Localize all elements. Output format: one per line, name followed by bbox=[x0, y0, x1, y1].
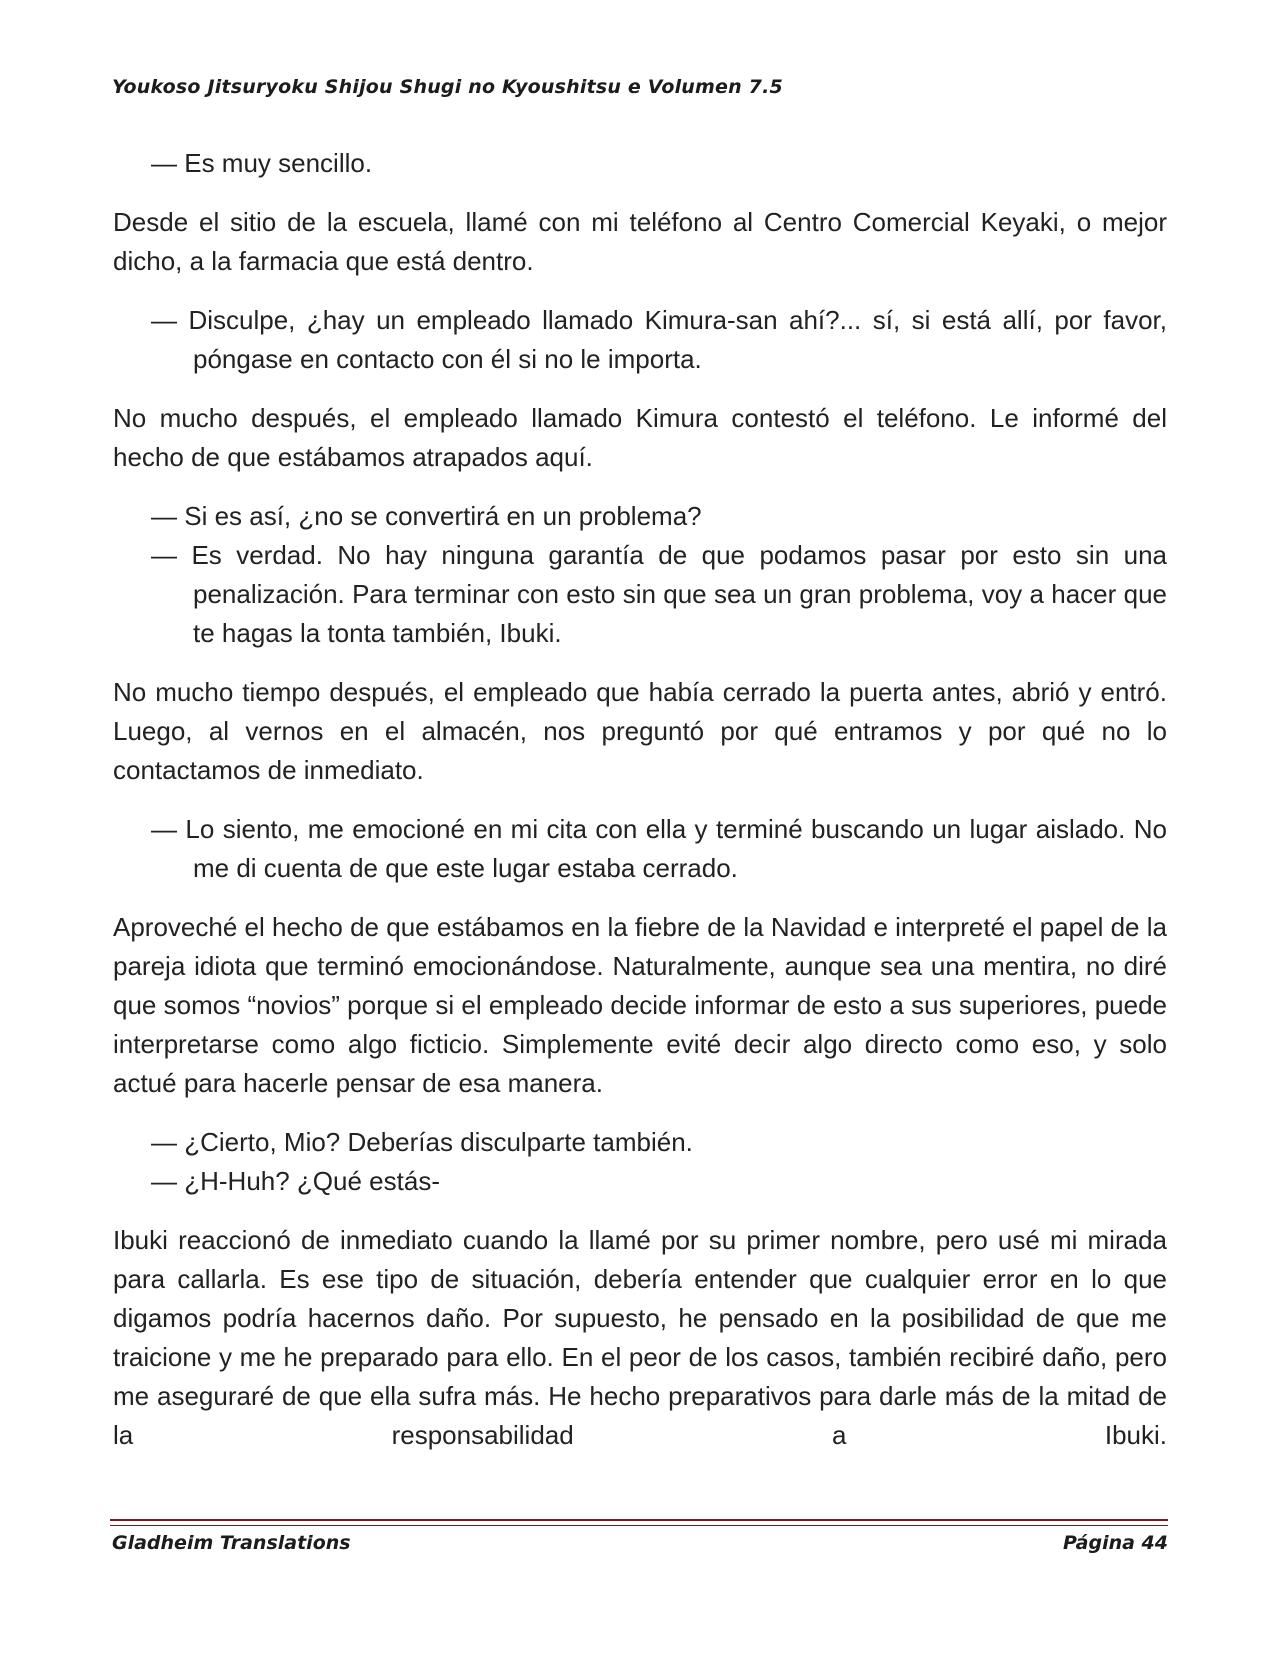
page-body bbox=[113, 144, 1167, 1475]
dialogue-block bbox=[113, 144, 1167, 183]
dialogue-line: — Lo siento, me emocioné en mi cita con ella y terminé buscando un lugar aislado. No me di cuenta de que este lugar estaba cerrado. bbox=[151, 814, 1167, 883]
page-header-title: Youkoso Jitsuryoku Shijou Shugi no Kyoushitsu e Volumen 7.5 bbox=[112, 76, 783, 98]
narration-paragraph: Desde el sitio de la escuela, llamé con mi teléfono al Centro Comercial Keyaki, o mejor dicho, a la farmacia que está dentro. bbox=[113, 207, 1167, 276]
footer-divider bbox=[110, 1519, 1168, 1526]
dialogue-line: — Es verdad. No hay ninguna garantía de que podamos pasar por esto sin una penalización. Para terminar con esto sin que sea un gran problema, voy a hacer que te hagas la tonta también, Ibuki. bbox=[151, 540, 1167, 648]
dialogue-line: — Es muy sencillo. bbox=[151, 148, 373, 178]
dialogue-line: — Si es así, ¿no se convertirá en un problema? bbox=[151, 501, 702, 531]
footer-translator: Gladheim Translations bbox=[112, 1532, 351, 1554]
narration-paragraph: No mucho tiempo después, el empleado que había cerrado la puerta antes, abrió y entró. Luego, al vernos en el almacén, nos preguntó por qué entramos y por qué no lo contactamos de inmediato. bbox=[113, 677, 1167, 785]
dialogue-line: — ¿H-Huh? ¿Qué estás- bbox=[151, 1166, 440, 1196]
narration-paragraph: No mucho después, el empleado llamado Kimura contestó el teléfono. Le informé del hecho de que estábamos atrapados aquí. bbox=[113, 403, 1167, 472]
dialogue-block bbox=[113, 1123, 1167, 1201]
page-number: Página 44 bbox=[1062, 1532, 1168, 1554]
dialogue-block bbox=[113, 810, 1167, 888]
narration-paragraph: Aproveché el hecho de que estábamos en la fiebre de la Navidad e interpreté el papel de la pareja idiota que terminó emocionándose. Naturalmente, aunque sea una mentira, no diré que somos “novios” porque si el empleado decide informar de esto a sus superiores, puede interpretarse como algo ficticio. Simplemente evité decir algo directo como eso, y solo actué para hacerle pensar de esa manera. bbox=[113, 912, 1167, 1098]
dialogue-line: — ¿Cierto, Mio? Deberías disculparte también. bbox=[151, 1127, 693, 1157]
dialogue-block bbox=[113, 497, 1167, 653]
narration-paragraph: Ibuki reaccionó de inmediato cuando la llamé por su primer nombre, pero usé mi mirada para callarla. Es ese tipo de situación, debería entender que cualquier error en lo que digamos podría hacernos daño. Por supuesto, he pensado en la posibilidad de que me traicione y me he preparado para ello. En el peor de los casos, también recibiré daño, pero me aseguraré de que ella sufra más. He hecho preparativos para darle más de la mitad de la responsabilidad a Ibuki. bbox=[113, 1225, 1167, 1450]
dialogue-block bbox=[113, 301, 1167, 379]
dialogue-line: — Disculpe, ¿hay un empleado llamado Kimura-san ahí?... sí, si está allí, por favor, póngase en contacto con él si no le importa. bbox=[151, 305, 1167, 374]
